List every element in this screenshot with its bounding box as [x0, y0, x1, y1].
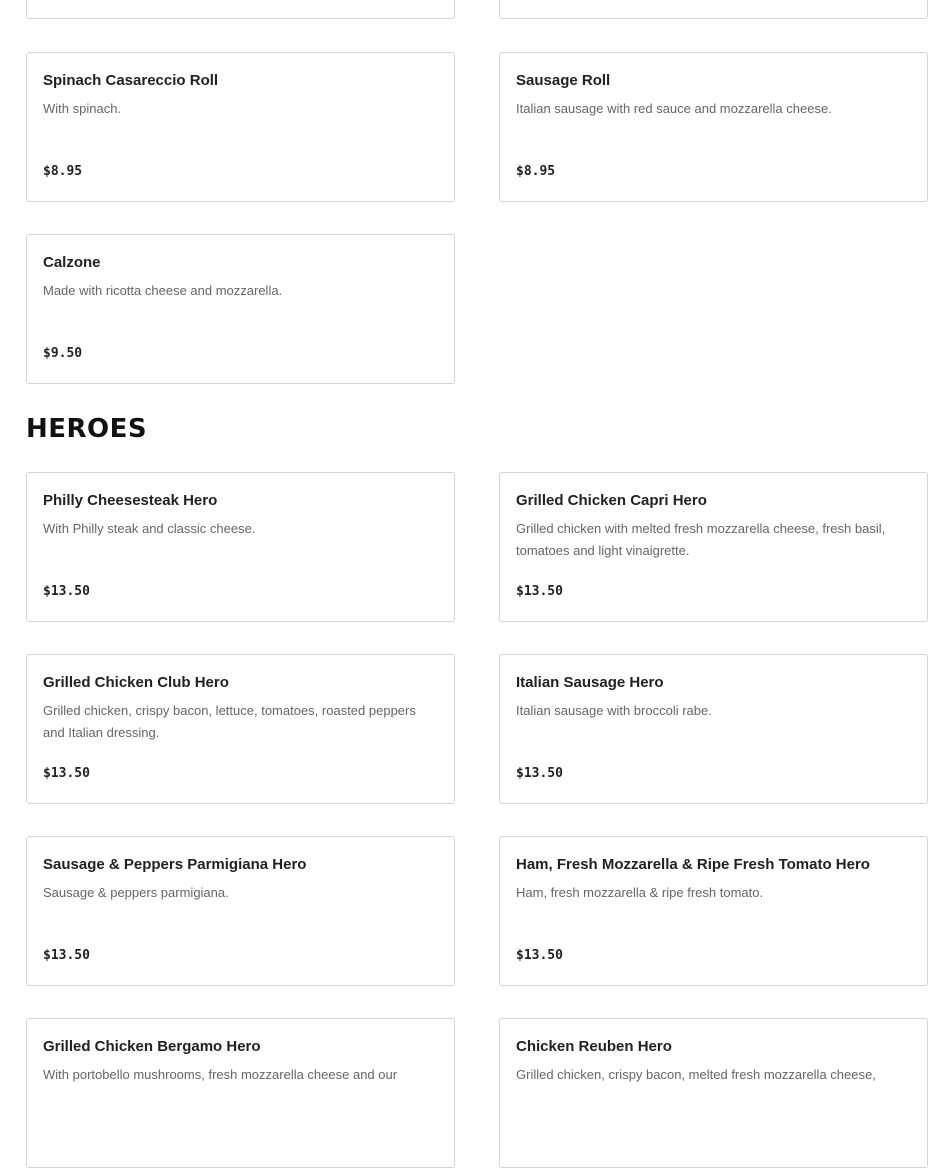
menu-item-name: Grilled Chicken Club Hero — [43, 674, 229, 691]
menu-item-description: Sausage & peppers parmigiana. — [43, 885, 229, 900]
menu-item-name: Ham, Fresh Mozzarella & Ripe Fresh Tomato Hero — [516, 856, 870, 873]
menu-item-card[interactable] — [26, 472, 455, 622]
menu-item-name: Italian Sausage Hero — [516, 674, 664, 691]
menu-item-price: $13.50 — [516, 948, 563, 963]
menu-item-name: Philly Cheesesteak Hero — [43, 492, 218, 509]
menu-item-card[interactable] — [26, 52, 455, 202]
menu-item-name: Chicken Reuben Hero — [516, 1038, 672, 1055]
menu-item-name: Spinach Casareccio Roll — [43, 72, 219, 89]
menu-item-description: With Philly steak and classic cheese. — [43, 521, 256, 536]
menu-item-price: $13.50 — [43, 948, 90, 963]
menu-item-name: Sausage Roll — [516, 72, 611, 89]
menu-item-card-partial-left[interactable] — [26, 0, 455, 19]
menu-item-card-partial-right[interactable] — [499, 0, 928, 19]
menu-item-card[interactable] — [499, 52, 928, 202]
menu-item-description: With portobello mushrooms, fresh mozzarella cheese and our — [43, 1067, 398, 1082]
menu-item-card[interactable] — [499, 1018, 928, 1168]
menu-item-card[interactable] — [26, 654, 455, 804]
menu-item-price: $13.50 — [43, 766, 90, 781]
menu-item-price: $13.50 — [43, 584, 90, 599]
menu-item-card[interactable] — [499, 836, 928, 986]
menu-item-description: Grilled chicken with melted fresh mozzarella cheese, fresh basil, tomatoes and light vinaigrette. — [516, 521, 886, 558]
menu-item-price: $8.95 — [516, 164, 556, 179]
menu-item-description: Made with ricotta cheese and mozzarella. — [43, 283, 283, 298]
menu-item-description: Italian sausage with broccoli rabe. — [516, 703, 712, 718]
menu-item-price: $13.50 — [516, 584, 563, 599]
menu-item-name: Grilled Chicken Bergamo Hero — [43, 1038, 261, 1055]
menu-item-name: Calzone — [43, 254, 101, 271]
menu-item-card[interactable] — [26, 234, 455, 384]
menu-item-description: Italian sausage with red sauce and mozzarella cheese. — [516, 101, 832, 116]
menu-item-card[interactable] — [499, 472, 928, 622]
section-title-heroes: HEROES — [26, 414, 148, 444]
menu-item-description: Grilled chicken, crispy bacon, lettuce, tomatoes, roasted peppers and Italian dressing. — [43, 703, 416, 740]
menu-item-card[interactable] — [26, 836, 455, 986]
menu-item-price: $8.95 — [43, 164, 83, 179]
menu-item-name: Grilled Chicken Capri Hero — [516, 492, 707, 509]
menu-item-card[interactable] — [26, 1018, 455, 1168]
menu-item-description: Ham, fresh mozzarella & ripe fresh tomato. — [516, 885, 764, 900]
menu-item-name: Sausage & Peppers Parmigiana Hero — [43, 856, 307, 873]
menu-item-description: With spinach. — [43, 101, 122, 116]
menu-item-price: $9.50 — [43, 346, 83, 361]
menu-item-description: Grilled chicken, crispy bacon, melted fresh mozzarella cheese, — [516, 1067, 876, 1082]
menu-item-price: $13.50 — [516, 766, 563, 781]
menu-item-card[interactable] — [499, 654, 928, 804]
